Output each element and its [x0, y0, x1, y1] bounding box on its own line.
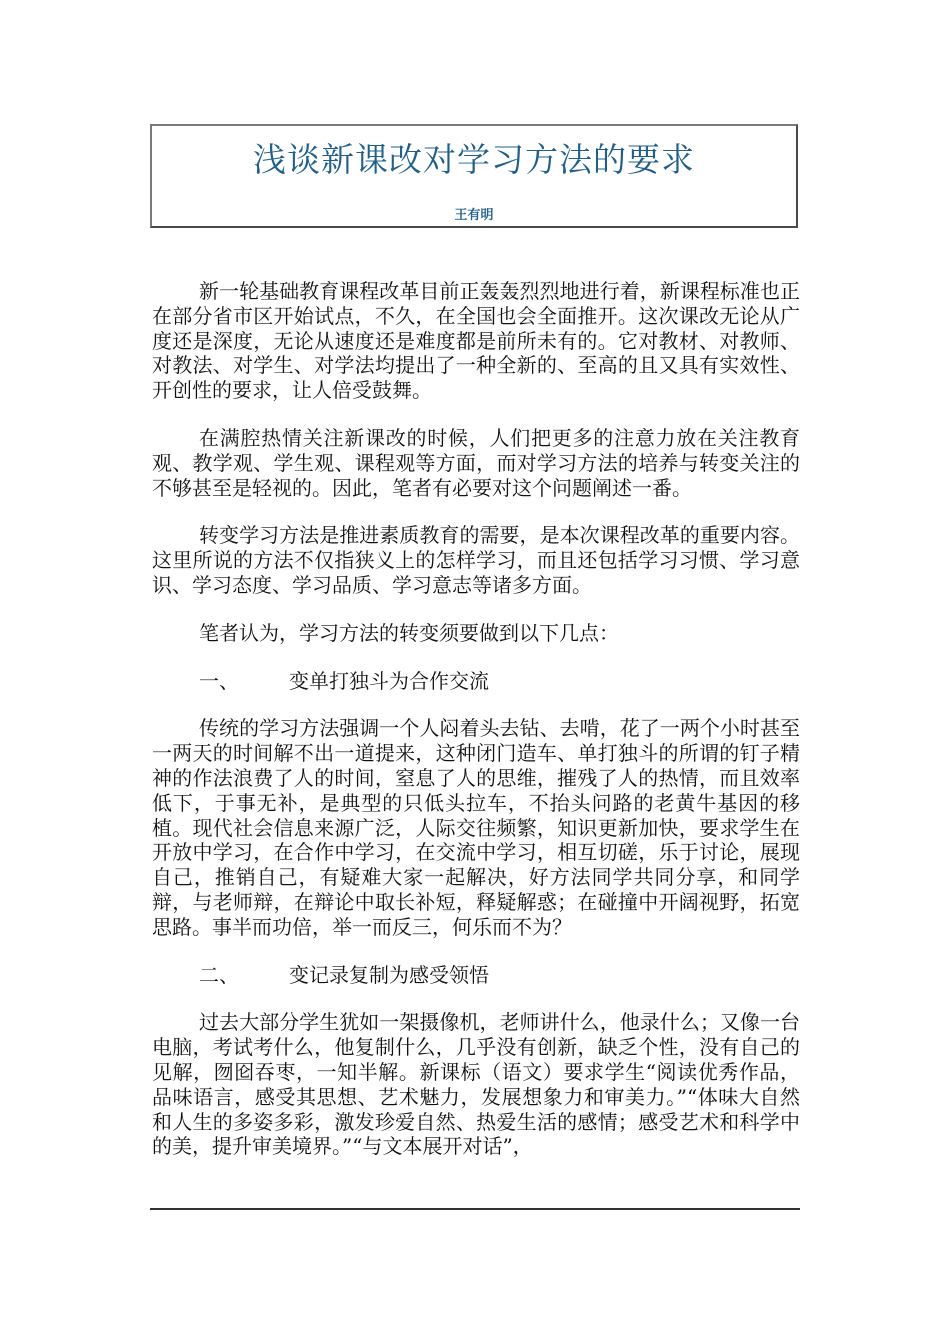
- section-heading: [152, 963, 800, 988]
- paragraph: 在满腔热情关注新课改的时候，人们把更多的注意力放在关注教育观、教学观、学生观、课程观等方面，而对学习方法的培养与转变关注的不够甚至是轻视的。因此，笔者有必要对这个问题阐述一番。: [152, 425, 800, 500]
- title-box: [150, 124, 798, 228]
- section-number: 一、: [199, 668, 239, 693]
- section-title: 变记录复制为感受领悟: [289, 962, 489, 987]
- section-number: 二、: [199, 962, 239, 987]
- section-title: 变单打独斗为合作交流: [289, 668, 489, 693]
- paragraph: 过去大部分学生犹如一架摄像机，老师讲什么，他录什么；又像一台电脑，考试考什么，他复制什么，几乎没有创新，缺乏个性，没有自己的见解，囫囵吞枣，一知半解。新课标（语文）要求学生“阅读优秀作品，品味语言，感受其思想、艺术魅力，发展想象力和审美力。”“体味大自然和人生的多姿多彩，激发珍爱自然、热爱生活的感情；感受艺术和科学中的美，提升审美境界。”“与文本展开对话”，: [152, 1010, 800, 1159]
- section-heading: [152, 669, 800, 694]
- paragraph: 传统的学习方法强调一个人闷着头去钻、去啃，花了一两个小时甚至一两天的时间解不出一道提来，这种闭门造车、单打独斗的所谓的钉子精神的作法浪费了人的时间，窒息了人的思维，摧残了人的热情，而且效率低下，于事无补，是典型的只低头拉车，不抬头问路的老黄牛基因的移植。现代社会信息来源广泛，人际交往频繁，知识更新加快，要求学生在开放中学习，在合作中学习，在交流中学习，相互切磋，乐于讨论，展现自己，推销自己，有疑难大家一起解决，好方法同学共同分享，和同学辩，与老师辩，在辩论中取长补短，释疑解惑；在碰撞中开阔视野，拓宽思路。事半而功倍，举一而反三，何乐而不为？: [152, 716, 800, 939]
- document-title: 浅谈新课改对学习方法的要求: [253, 140, 695, 179]
- paragraph: 转变学习方法是推进素质教育的需要，是本次课程改革的重要内容。这里所说的方法不仅指狭义上的怎样学习，而且还包括学习习惯、学习意识、学习态度、学习品质、学习意志等诸多方面。: [152, 523, 800, 597]
- paragraph: 笔者认为，学习方法的转变须要做到以下几点：: [199, 620, 619, 645]
- document-body: [152, 279, 800, 1182]
- author-name: 王有明: [454, 208, 494, 223]
- paragraph: 新一轮基础教育课程改革目前正轰轰烈烈地进行着，新课程标准也正在部分省市区开始试点，不久，在全国也会全面推开。这次课改无论从广度还是深度，无论从速度还是难度都是前所未有的。它对教材、对教师、对教法、对学生、对学法均提出了一种全新的、至高的且又具有实效性、开创性的要求，让人倍受鼓舞。: [152, 279, 800, 403]
- page-bottom-rule: [150, 1208, 800, 1210]
